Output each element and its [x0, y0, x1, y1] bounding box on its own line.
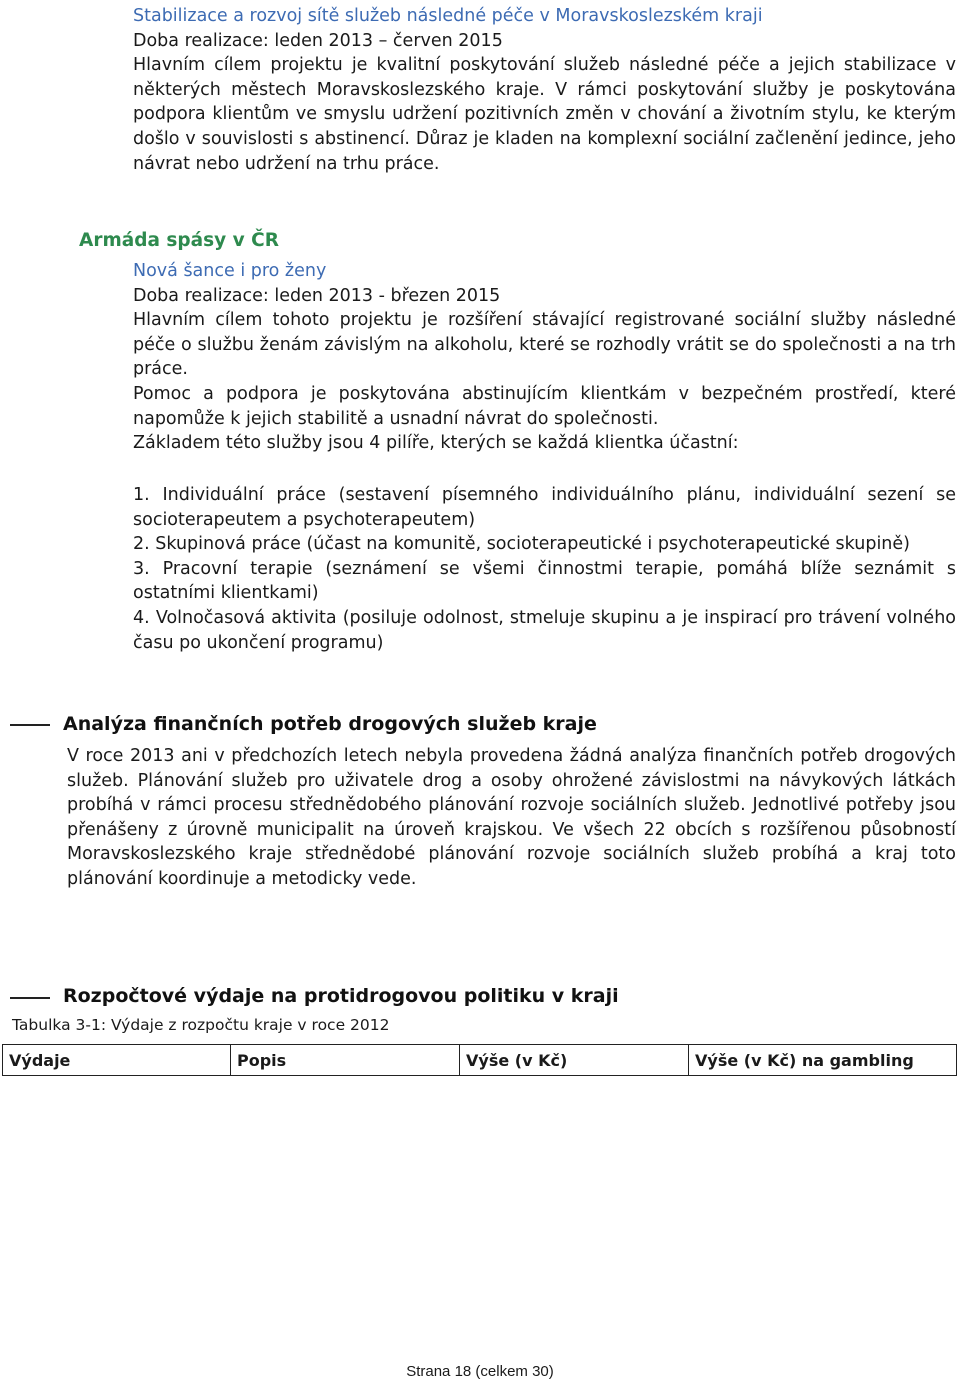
- dash-bullet: [10, 724, 50, 726]
- column-header-gambling-amount: Výše (v Kč) na gambling: [689, 1045, 957, 1076]
- column-header-amount: Výše (v Kč): [460, 1045, 689, 1076]
- table-caption: Tabulka 3-1: Výdaje z rozpočtu kraje v roce 2012: [12, 1016, 390, 1034]
- project-support: Pomoc a podpora je poskytována abstinujícím klientkám v bezpečném prostředí, které napomůže k jejich stabilitě a usnadní návrat do společnosti.: [133, 383, 956, 429]
- column-header-description: Popis: [231, 1045, 460, 1076]
- project-block: [133, 4, 956, 176]
- project-description: Hlavním cílem projektu je kvalitní poskytování služeb následné péče a jejich stabilizace v některých městech Moravskoslezského kraje. V rámci poskytování služby je poskytována podpora klientům ve smyslu udržení pozitivních změn v chování a životním stylu, ke kterým došlo v souvislosti s abstinencí. Důraz je kladen na komplexní sociální začlenění jedince, jeho návrat nebo udržení na trhu práce.: [133, 55, 956, 174]
- table-header-row: [3, 1045, 957, 1076]
- section-heading-analysis: Analýza finančních potřeb drogových služeb kraje: [63, 713, 597, 735]
- expenses-table: [2, 1044, 957, 1076]
- list-item: 2. Skupinová práce (účast na komunitě, socioterapeutické i psychoterapeutické skupině): [133, 534, 910, 555]
- page-number: Strana 18 (celkem 30): [406, 1363, 554, 1380]
- dash-bullet: [10, 997, 50, 999]
- section-body-analysis: V roce 2013 ani v předchozích letech nebyla provedena žádná analýza finančních potřeb drogových služeb. Plánování služeb pro uživatele drog a osoby ohrožené závislostmi na návykových látkách probíhá v rámci procesu střednědobého plánování rozvoje sociálních služeb. Jednotlivé potřeby jsou přenášeny z úrovně municipalit na úroveň krajskou. Ve všech 22 obcích s rozšířenou působností Moravskoslezského kraje střednědobé plánování rozvoje sociálních služeb probíhá a kraj toto plánování koordinuje a metodicky vede.: [67, 746, 956, 889]
- list-item: 1. Individuální práce (sestavení písemného individuálního plánu, individuální sezení se socioterapeutem a psychoterapeutem): [133, 485, 956, 530]
- column-header-expenses: Výdaje: [3, 1045, 231, 1076]
- project-title: Nová šance i pro ženy: [133, 261, 327, 281]
- organization-name: Armáda spásy v ČR: [79, 230, 279, 251]
- list-item: 3. Pracovní terapie (seznámení se všemi činnostmi terapie, pomáhá blíže seznámit s ostatními klientkami): [133, 558, 956, 604]
- list-item: 4. Volnočasová aktivita (posiluje odolnost, stmeluje skupinu a je inspirací pro trávení volného času po ukončení programu): [133, 607, 956, 653]
- project-period: Doba realizace: leden 2013 - březen 2015: [133, 285, 501, 306]
- project-title: Stabilizace a rozvoj sítě služeb následné péče v Moravskoslezském kraji: [133, 6, 763, 26]
- project-pillars-intro: Základem této služby jsou 4 pilíře, kterých se každá klientka účastní:: [133, 433, 739, 454]
- project-period: Doba realizace: leden 2013 – červen 2015: [133, 30, 503, 51]
- organization-project-block: [133, 259, 956, 456]
- section-heading-budget: Rozpočtové výdaje na protidrogovou politiku v kraji: [63, 985, 619, 1007]
- pillars-list: [133, 483, 956, 655]
- project-description: Hlavním cílem tohoto projektu je rozšíření stávající registrované sociální služby následné péče o službu ženám závislým na alkoholu, které se rozhodly vrátit se do společnosti a na trh práce.: [133, 310, 956, 380]
